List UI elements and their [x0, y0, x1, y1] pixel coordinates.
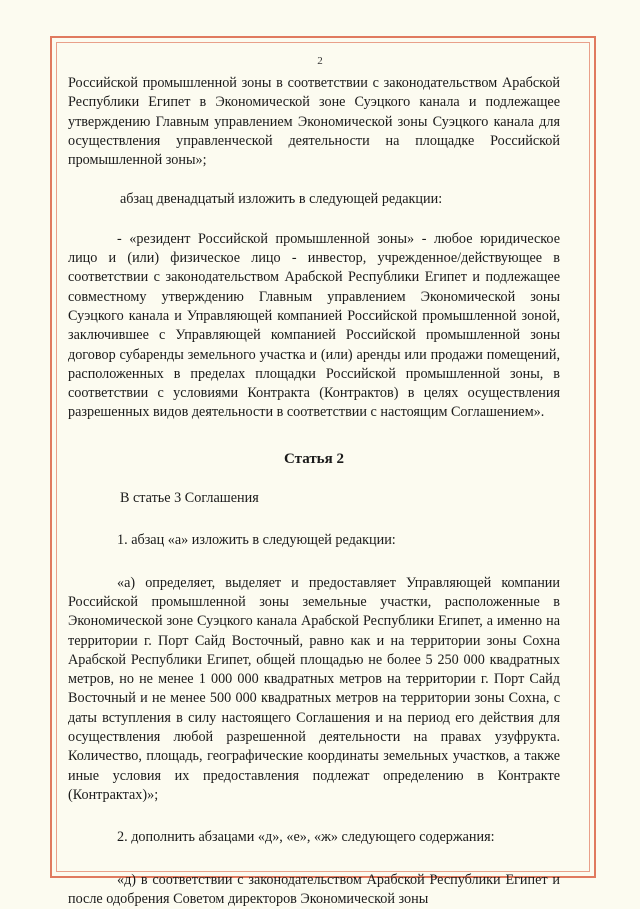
- paragraph-amend-twelfth: абзац двенадцатый изложить в следующей редакции:: [68, 190, 560, 209]
- article-heading: Статья 2: [68, 450, 560, 469]
- paragraph-item-2: 2. дополнить абзацами «д», «е», «ж» следующего содержания:: [68, 828, 560, 847]
- paragraph-item-d: «д) в соответствии с законодательством Арабской Республики Египет и после одобрения Советом директоров Экономической зоны: [68, 871, 560, 909]
- document-body: [68, 74, 560, 909]
- paragraph-item-a: «а) определяет, выделяет и предоставляет Управляющей компании Российской промышленной зоны земельные участки, расположенные в Экономической зоне Суэцкого канала Арабской Республики Египет, а именно на территории г. Порт Сайд Восточный, равно как и на территории зоны Сохна Арабской Республики Египет, общей площадью не более 5 250 000 квадратных метров, но не менее 1 000 000 квадратных метров на территории г. Порт Сайд Восточный и не менее 500 000 квадратных метров на территории зоны Сохна, с даты вступления в силу настоящего Соглашения и на период его действия для осуществления любой разрешенной деятельности на правах узуфрукта. Количество, площадь, географические координаты земельных участков, а также иные условия их предоставления подлежат определению в Контракте (Контрактах)»;: [68, 574, 560, 806]
- paragraph-continuation: Российской промышленной зоны в соответствии с законодательством Арабской Республики Египет в Экономической зоне Суэцкого канала и подлежащее утверждению Главным управлением Экономической зоны Суэцкого канала для осуществления управленческой деятельности на площадке Российской промышленной зоны»;: [68, 74, 560, 170]
- paragraph-article-3-intro: В статье 3 Соглашения: [68, 489, 560, 508]
- paragraph-item-1: 1. абзац «а» изложить в следующей редакции:: [68, 531, 560, 550]
- page-number: 2: [0, 55, 640, 67]
- paragraph-resident-definition: - «резидент Российской промышленной зоны» - любое юридическое лицо и (или) физическое лицо - инвестор, учрежденное/действующее в соответствии с законодательством Арабской Республики Египет и подлежащее совместному утверждению Главным управлением Экономической зоны Суэцкого канала и Управляющей компанией Российской промышленной зоной, заключившее с Управляющей компанией Российской промышленной зоны договор субаренды земельного участка и (или) аренды или продажи помещений, расположенных в пределах площадки Российской промышленной зоны, в соответствии с условиями Контракта (Контрактов) в целях осуществления разрешенных видов деятельности в соответствии с настоящим Соглашением».: [68, 230, 560, 423]
